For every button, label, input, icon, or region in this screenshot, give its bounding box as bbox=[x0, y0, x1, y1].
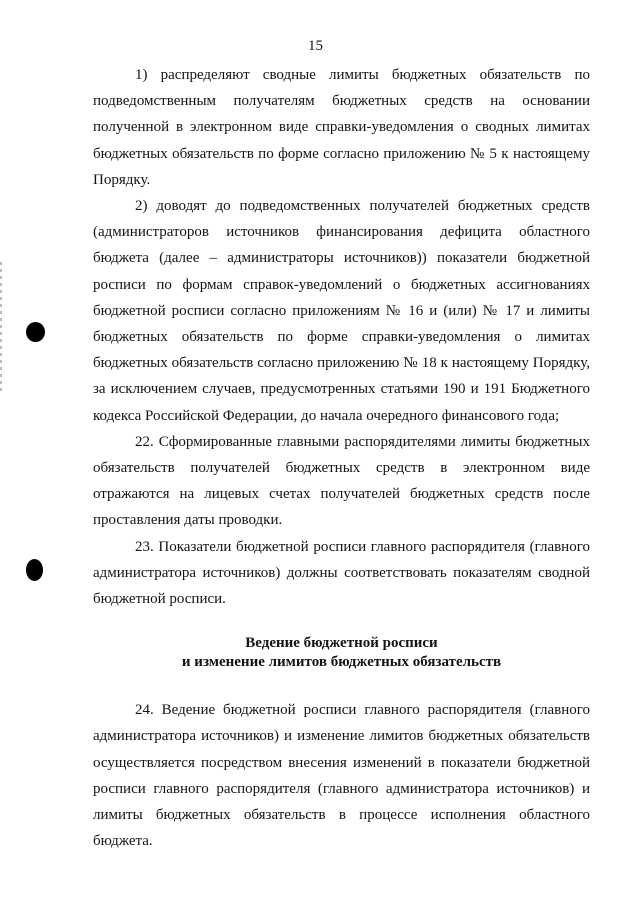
section-heading bbox=[93, 634, 590, 672]
paragraph-24: 24. Ведение бюджетной росписи главного распорядителя (главного администратора источников) и изменение лимитов бюджетных обязательств осуществляется посредством внесения изменений в показатели бюджетной росписи главного распорядителя (главного администратора источников) и лимиты бюджетных обязательств в процессе исполнения областного бюджета. bbox=[93, 702, 590, 850]
paragraph-item-2: 2) доводят до подведомственных получателей бюджетных средств (администраторов источников финансирования дефицита областного бюджета (далее – администраторы источников)) показатели бюджетной росписи по формам справок-уведомлений о бюджетных ассигнованиях бюджетной росписи согласно приложениям № 16 и (или) № 17 и лимиты бюджетных обязательств по форме справки-уведомления о лимитах бюджетных обязательств согласно приложению № 18 к настоящему Порядку, за исключением случаев, предусмотренных статьями 190 и 191 Бюджетного кодекса Российской Федерации, до начала очередного финансового года; bbox=[93, 198, 590, 424]
punch-hole-upper bbox=[26, 322, 45, 342]
punch-hole-lower bbox=[26, 559, 43, 581]
page-number: 15 bbox=[308, 38, 323, 54]
paragraph-item-1: 1) распределяют сводные лимиты бюджетных обязательств по подведомственным получателям бюджетных средств на основании полученной в электронном виде справки-уведомления о сводных лимитах бюджетных обязательств по форме согласно приложению № 5 к настоящему Порядку. bbox=[93, 67, 590, 188]
paragraph-23: 23. Показатели бюджетной росписи главного распорядителя (главного администратора источников) должны соответствовать показателям сводной бюджетной росписи. bbox=[93, 538, 590, 608]
paragraph-22: 22. Сформированные главными распорядителями лимиты бюджетных обязательств получателей бюджетных средств в электронном виде отражаются на лицевых счетах получателей бюджетных средств после проставления даты проводки. bbox=[93, 433, 590, 529]
section-heading-line-2: и изменение лимитов бюджетных обязательств bbox=[181, 654, 502, 671]
section-heading-line-1: Ведение бюджетной росписи bbox=[245, 635, 438, 652]
scan-edge-marks bbox=[0, 262, 2, 392]
document-body bbox=[93, 62, 590, 854]
